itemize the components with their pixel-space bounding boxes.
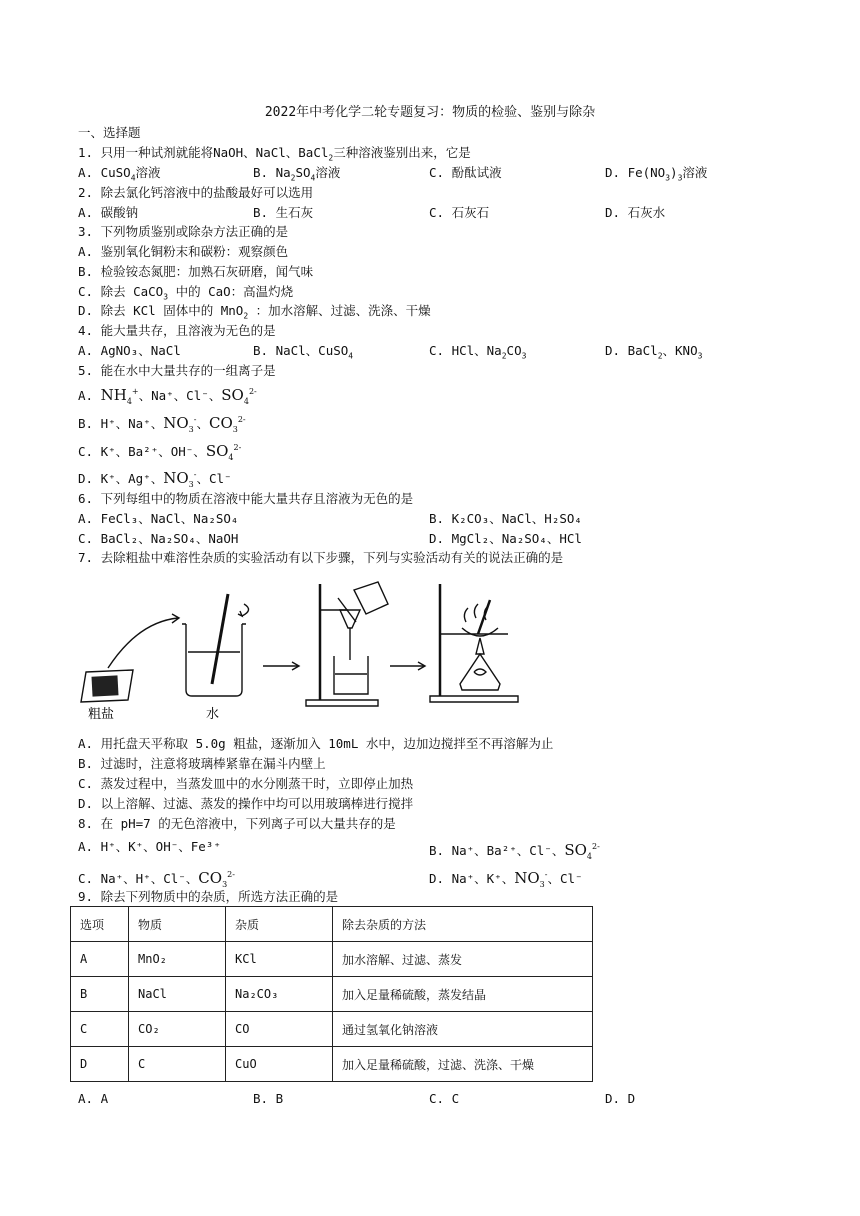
q3-option-c: C. 除去 CaCO$_3$ 中的 CaO：高温灼烧 <box>78 284 294 302</box>
q5-stem: 5. 能在水中大量共存的一组离子是 <box>78 363 276 378</box>
q6-stem: 6. 下列每组中的物质在溶液中能大量共存且溶液为无色的是 <box>78 491 414 506</box>
q4-option-c: C. HCl、$Na_2CO_3$ <box>429 343 527 361</box>
q6-option-a: A. FeCl₃、NaCl、Na₂SO₄ <box>78 511 239 526</box>
q7-option-d: D. 以上溶解、过滤、蒸发的操作中均可以用玻璃棒进行搅拌 <box>78 796 414 811</box>
page-title: 2022年中考化学二轮专题复习：物质的检验、鉴别与除杂 <box>264 105 596 120</box>
q1-option-d: D. $Fe(NO_3)_3$溶液 <box>605 165 708 183</box>
q4-stem: 4. 能大量共存，且溶液为无色的是 <box>78 323 276 338</box>
table-row <box>71 1047 593 1082</box>
salt-purification-figure <box>78 572 528 732</box>
q7-option-b: B. 过滤时，注意将玻璃棒紧靠在漏斗内壁上 <box>78 756 326 771</box>
q3-stem: 3. 下列物质鉴别或除杂方法正确的是 <box>78 224 289 239</box>
section-heading: 一、选择题 <box>78 125 141 140</box>
table-header-row <box>71 907 593 942</box>
q7-stem: 7. 去除粗盐中难溶性杂质的实验活动有以下步骤，下列与实验活动有关的说法正确的是 <box>78 550 564 565</box>
table-row <box>71 942 593 977</box>
table-cell: CO₂ <box>129 1012 226 1047</box>
table-cell: 物质 <box>129 907 226 942</box>
table-cell: 加入足量稀硫酸，过滤、洗涤、干燥 <box>333 1047 593 1082</box>
q3-option-d: D. 除去 KCl 固体中的 MnO$_2$ ：加水溶解、过滤、洗涤、干燥 <box>78 303 431 321</box>
q1-option-b: B. $Na_2SO_4$溶液 <box>253 165 341 183</box>
table-cell: 杂质 <box>226 907 333 942</box>
q9-stem: 9. 除去下列物质中的杂质，所选方法正确的是 <box>78 889 339 904</box>
q5-option-c: C. K⁺、Ba²⁺、OH⁻、$SO_4^{2-}$ <box>78 442 242 462</box>
curved-arrow-icon <box>108 618 178 668</box>
pouring-beaker-icon <box>354 582 388 614</box>
q6-option-d: D. MgCl₂、Na₂SO₄、HCl <box>429 531 582 546</box>
glass-rod-icon <box>478 600 490 634</box>
q4-option-b: B. NaCl、CuSO$_4$ <box>253 343 354 361</box>
table-cell: 加入足量稀硫酸，蒸发结晶 <box>333 977 593 1012</box>
beaker-icon <box>334 656 368 694</box>
q6-option-c: C. BaCl₂、Na₂SO₄、NaOH <box>78 531 239 546</box>
table-row <box>71 977 593 1012</box>
q1-stem: 1. 只用一种试剂就能将NaOH、NaCl、BaCl$_2$三种溶液鉴别出来，它是 <box>78 145 471 163</box>
q2-option-a: A. 碳酸钠 <box>78 205 139 220</box>
q2-stem: 2. 除去氯化钙溶液中的盐酸最好可以选用 <box>78 185 314 200</box>
alcohol-lamp-icon <box>460 654 500 690</box>
q5-option-a: A. $NH_4^+$、Na⁺、Cl⁻、$SO_4^{2-}$ <box>78 386 257 406</box>
q8-option-b: B. Na⁺、Ba²⁺、Cl⁻、$SO_4^{2-}$ <box>429 841 600 861</box>
table-cell: B <box>71 977 129 1012</box>
q2-option-b: B. 生石灰 <box>253 205 314 220</box>
glass-rod-icon <box>212 594 228 684</box>
q9-option-b: B. B <box>253 1091 284 1106</box>
q5-option-b: B. H⁺、Na⁺、$NO_3^-$、$CO_3^{2-}$ <box>78 414 246 434</box>
q2-option-d: D. 石灰水 <box>605 205 666 220</box>
q8-stem: 8. 在 pH=7 的无色溶液中，下列离子可以大量共存的是 <box>78 816 396 831</box>
q8-option-c: C. Na⁺、H⁺、Cl⁻、$CO_3^{2-}$ <box>78 869 235 889</box>
table-cell: D <box>71 1047 129 1082</box>
salt-label: 粗盐 <box>88 707 115 722</box>
table-cell: 通过氢氧化钠溶液 <box>333 1012 593 1047</box>
table-cell: C <box>71 1012 129 1047</box>
table-cell: A <box>71 942 129 977</box>
q1-option-a: A. CuSO$_4$溶液 <box>78 165 161 183</box>
salt-sample-icon <box>91 675 118 696</box>
flame-icon <box>476 638 484 654</box>
q6-option-b: B. K₂CO₃、NaCl、H₂SO₄ <box>429 511 582 526</box>
table-row <box>71 1012 593 1047</box>
q9-option-d: D. D <box>605 1091 636 1106</box>
table-cell: MnO₂ <box>129 942 226 977</box>
q9-option-c: C. C <box>429 1091 460 1106</box>
q3-option-a: A. 鉴别氧化铜粉末和碳粉：观察颜色 <box>78 244 289 259</box>
q2-option-c: C. 石灰石 <box>429 205 490 220</box>
table-cell: C <box>129 1047 226 1082</box>
q7-option-a: A. 用托盘天平称取 5.0g 粗盐，逐渐加入 10mL 水中，边加边搅拌至不再溶解为止 <box>78 736 554 751</box>
table-cell: KCl <box>226 942 333 977</box>
q8-option-d: D. Na⁺、K⁺、$NO_3^-$、Cl⁻ <box>429 869 583 889</box>
funnel-icon <box>340 610 360 628</box>
q4-option-d: D. BaCl$_2$、$KNO_3$ <box>605 343 703 361</box>
q4-option-a: A. AgNO₃、NaCl <box>78 343 181 358</box>
q3-option-b: B. 检验铵态氮肥：加熟石灰研磨，闻气味 <box>78 264 314 279</box>
q7-option-c: C. 蒸发过程中，当蒸发皿中的水分刚蒸干时，立即停止加热 <box>78 776 414 791</box>
impurity-table <box>70 906 593 1082</box>
table-cell: 除去杂质的方法 <box>333 907 593 942</box>
table-cell: 加水溶解、过滤、蒸发 <box>333 942 593 977</box>
q9-option-a: A. A <box>78 1091 109 1106</box>
table-cell: Na₂CO₃ <box>226 977 333 1012</box>
beaker-icon <box>186 624 242 696</box>
table-cell: 选项 <box>71 907 129 942</box>
q1-option-c: C. 酚酞试液 <box>429 165 502 180</box>
table-cell: CuO <box>226 1047 333 1082</box>
q8-option-a: A. H⁺、K⁺、OH⁻、Fe³⁺ <box>78 839 221 854</box>
table-cell: NaCl <box>129 977 226 1012</box>
table-cell: CO <box>226 1012 333 1047</box>
water-label: 水 <box>206 707 220 722</box>
q5-option-d: D. K⁺、Ag⁺、$NO_3^-$、Cl⁻ <box>78 469 232 489</box>
